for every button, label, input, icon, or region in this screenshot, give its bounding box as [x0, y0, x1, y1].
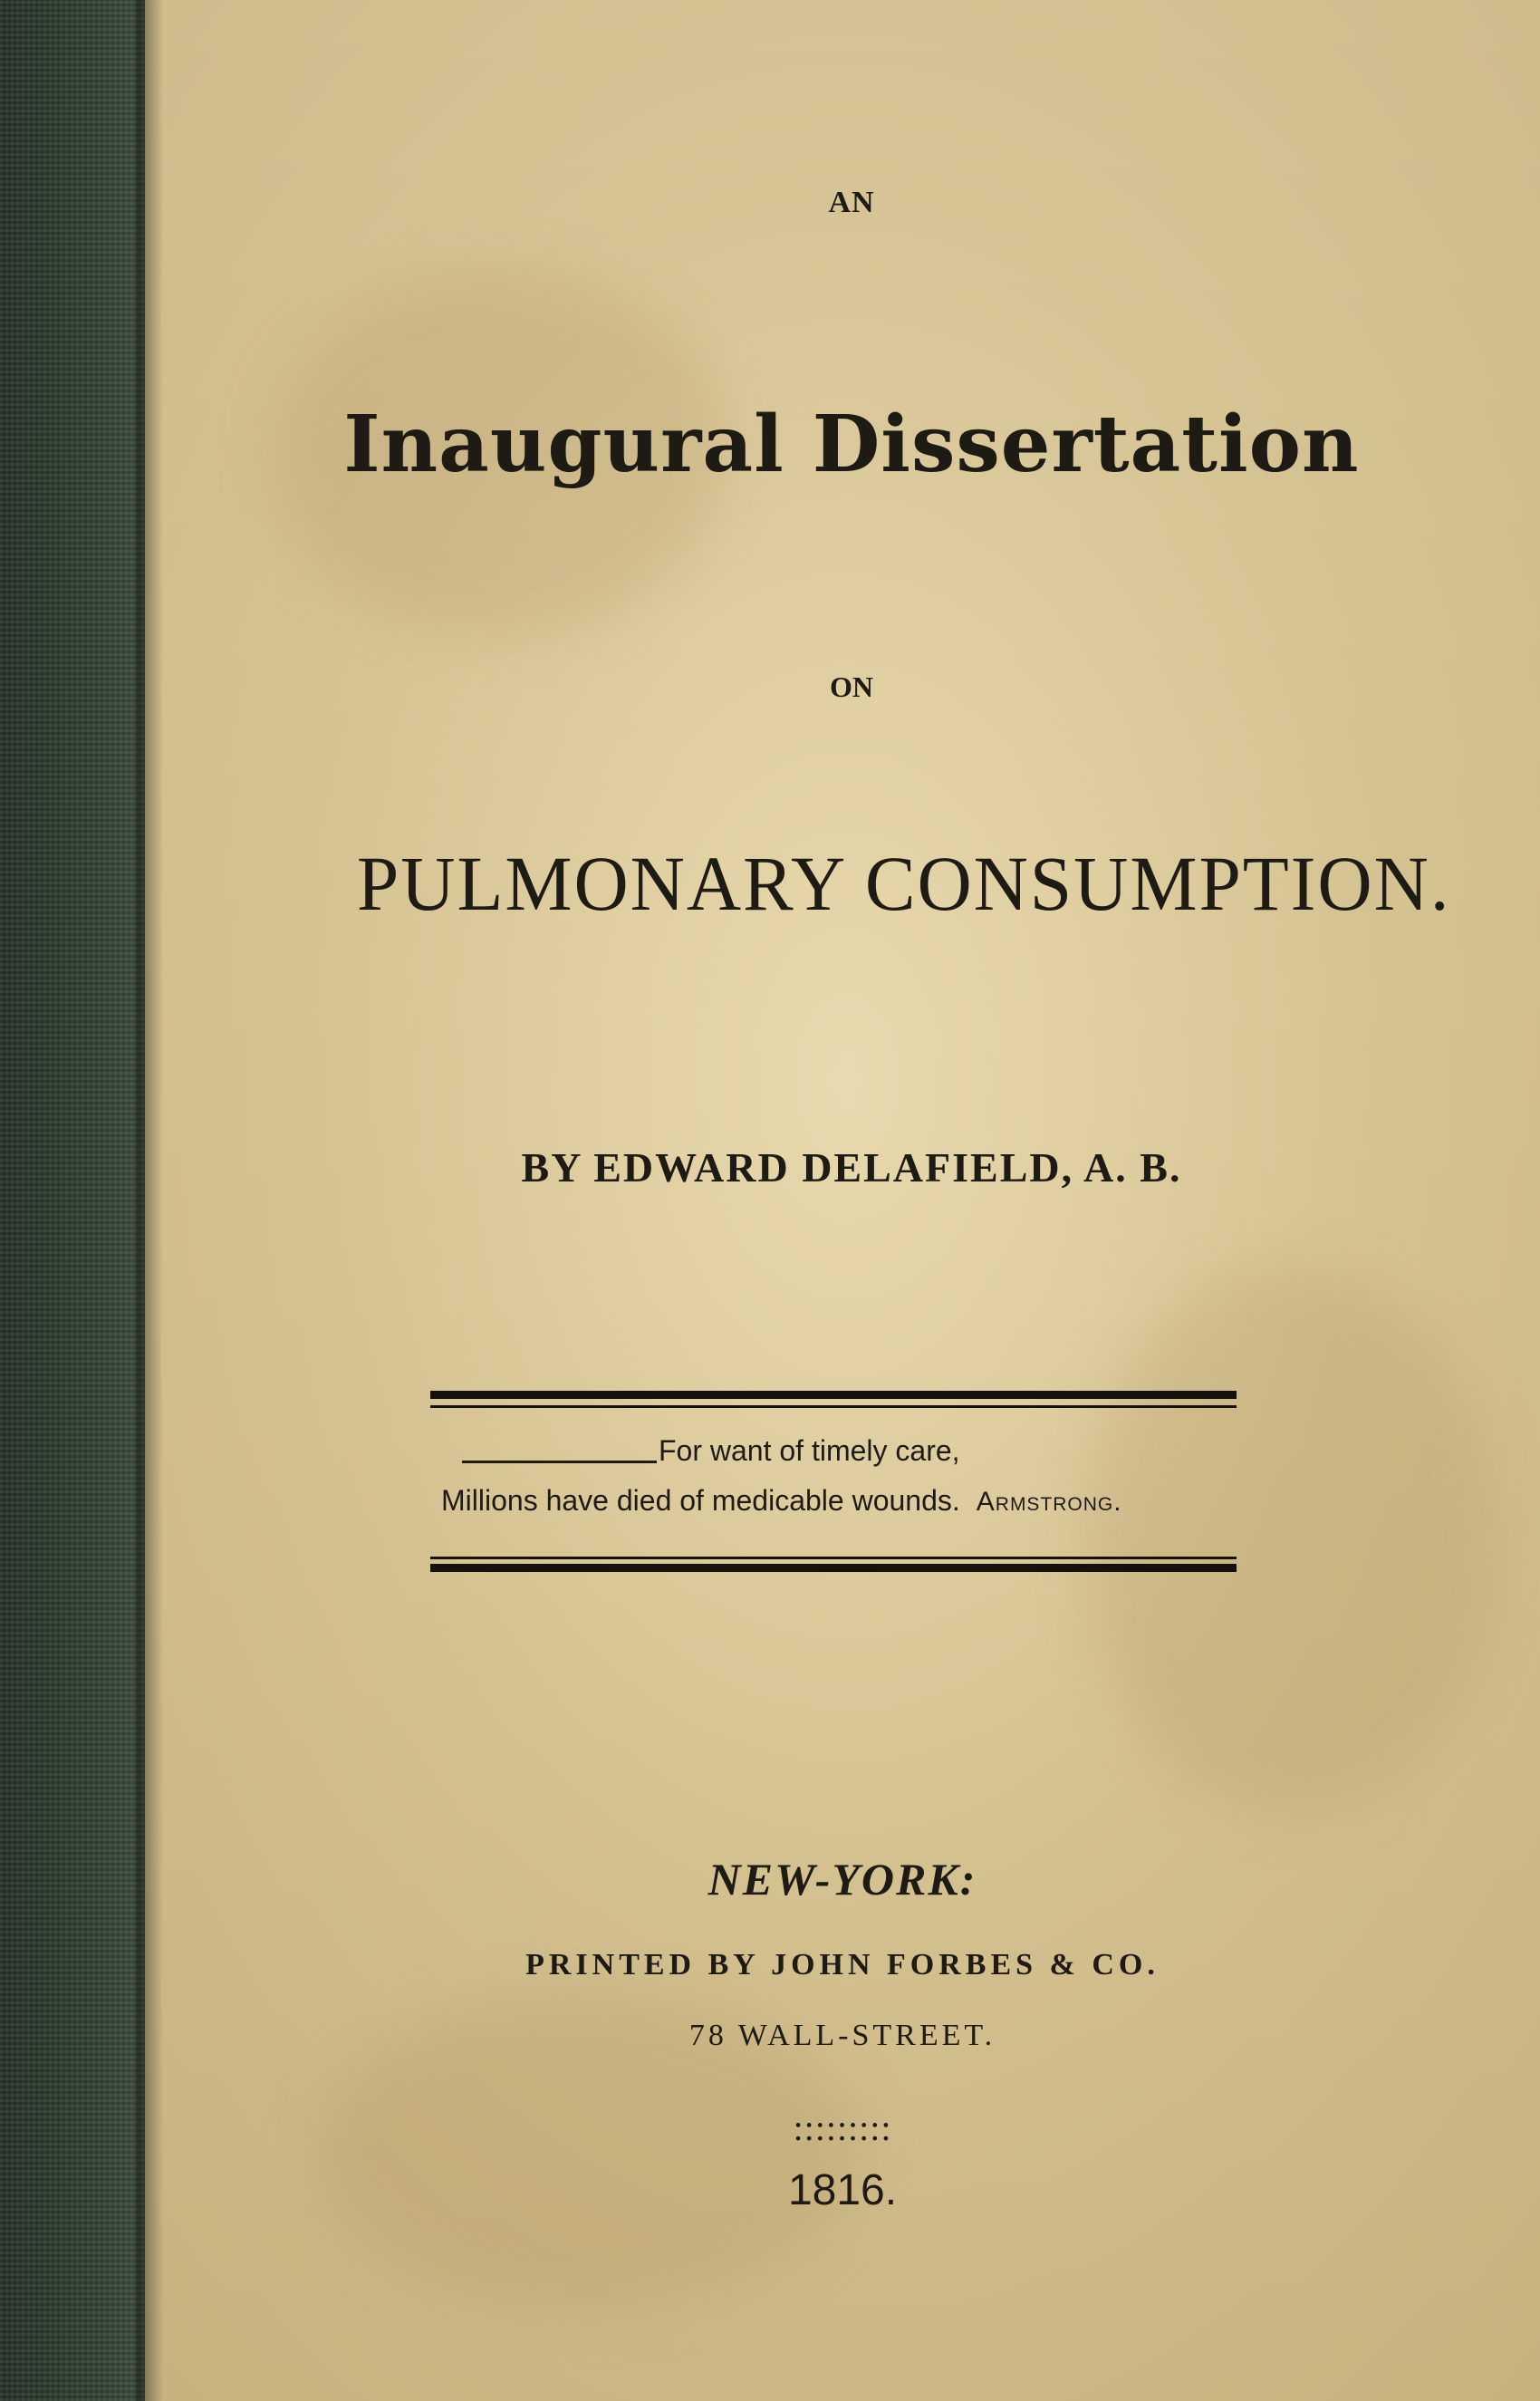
top-double-rule-thin [430, 1405, 1237, 1408]
title-article: AN [828, 186, 875, 219]
imprint-year: 1816. [787, 2166, 898, 2214]
epigraph-dash [462, 1461, 657, 1463]
imprint-address: 78 WALL-STREET. [688, 2019, 996, 2052]
bottom-double-rule-thin [430, 1557, 1237, 1559]
bottom-double-rule-thick [430, 1564, 1237, 1572]
title-subject: PULMONARY CONSUMPTION. [356, 840, 1451, 927]
title-genre: Inaugural Dissertation [343, 399, 1360, 490]
epigraph-line-1: For want of timely care, [659, 1434, 960, 1467]
title-preposition: ON [830, 670, 873, 703]
author-line: BY EDWARD DELAFIELD, A. B. [521, 1144, 1182, 1191]
imprint-printer: PRINTED BY JOHN FORBES & CO. [525, 1948, 1160, 1982]
epigraph-line-2-text: Millions have died of medicable wounds. [441, 1484, 960, 1517]
ornament-dots: ::::::::: [793, 2107, 892, 2148]
top-double-rule-thick [430, 1391, 1237, 1399]
paper-stain [1087, 1268, 1495, 1812]
epigraph-line-2 [441, 1484, 1122, 1518]
imprint-place: NEW-YORK: [707, 1854, 977, 1904]
epigraph-attribution: Armstrong. [976, 1487, 1122, 1517]
